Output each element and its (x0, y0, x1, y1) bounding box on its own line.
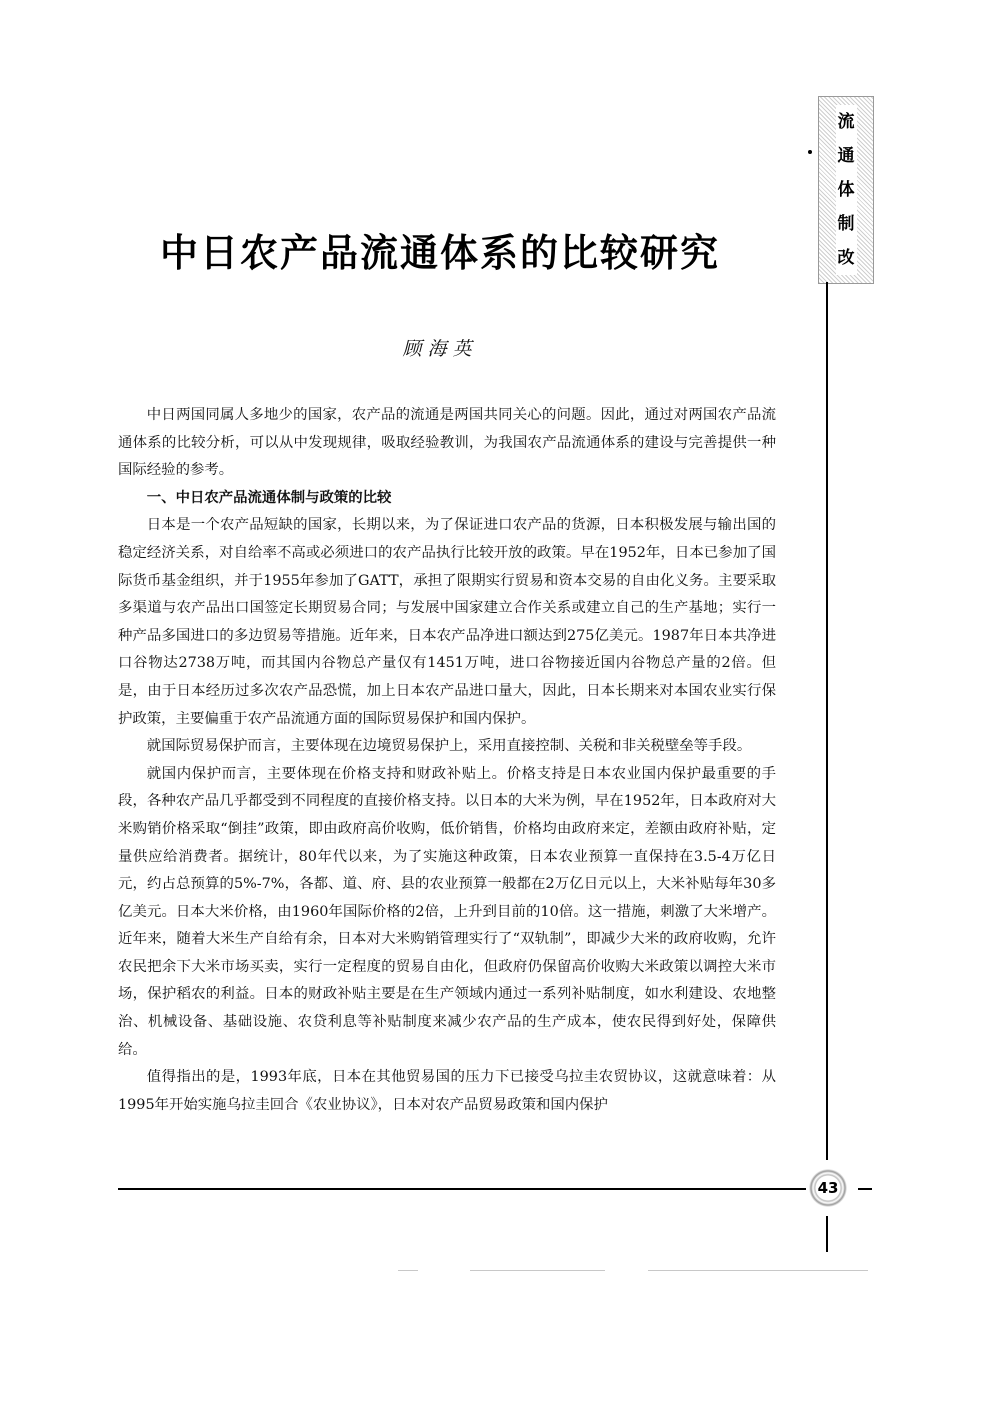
article-title: 中日农产品流通体系的比较研究 (159, 231, 720, 275)
scan-artifact-line (398, 1270, 418, 1271)
section-heading: 一、中日农产品流通体制与政策的比较 (146, 489, 392, 506)
section-tab-char: 流 (836, 105, 857, 139)
section-tab-char: 制 (836, 207, 857, 241)
article-body (118, 402, 776, 1119)
section-tab-char: 改 (836, 241, 857, 275)
body-paragraph: 中日两国同属人多地少的国家，农产品的流通是两国共同关心的问题。因此，通过对两国农产品流通体系的比较分析，可以从中发现规律，吸取经验教训，为我国农产品流通体系的建设与完善提供一种国际经验的参考。 (118, 407, 776, 479)
scan-artifact-line (470, 1270, 605, 1271)
section-tab-char: 通 (836, 139, 857, 173)
margin-vertical-rule (826, 282, 828, 1252)
section-tab-char: 体 (836, 173, 857, 207)
page-number-badge (806, 1160, 850, 1216)
body-paragraph: 就国内保护而言，主要体现在价格支持和财政补贴上。价格支持是日本农业国内保护最重要的手段，各种农产品几乎都受到不同程度的直接价格支持。以日本的大米为例，早在1952年，日本政府对大米购销价格采取“倒挂”政策，即由政府高价收购，低价销售，价格均由政府来定，差额由政府补贴，定量供应给消费者。据统计，80年代以来，为了实施这种政策，日本农业预算一直保持在3.5-4万亿日元，约占总预算的5%-7%，各都、道、府、县的农业预算一般都在2万亿日元以上，大米补贴每年30多亿美元。日本大米价格，由1960年国际价格的2倍，上升到目前的10倍。这一措施，刺激了大米增产。近年来，随着大米生产自给有余，日本对大米购销管理实行了“双轨制”，即减少大米的政府收购，允许农民把余下大米市场买卖，实行一定程度的贸易自由化，但政府仍保留高价收购大米政策以调控大米市场，保护稻农的利益。日本的财政补贴主要是在生产领域内通过一系列补贴制度，如水利建设、农地整治、机械设备、基础设施、农贷利息等补贴制度来减少农产品的生产成本，使农民得到好处，保障供给。 (118, 765, 776, 1058)
article-author: 顾海英 (402, 338, 478, 360)
tab-bullet (808, 150, 812, 154)
footer-rule (118, 1188, 808, 1190)
body-paragraph: 就国际贸易保护而言，主要体现在边境贸易保护上，采用直接控制、关税和非关税壁垒等手段。 (146, 738, 752, 755)
scan-artifact-line (648, 1270, 868, 1271)
body-paragraph: 值得指出的是，1993年底，日本在其他贸易国的压力下已接受乌拉圭农贸协议，这就意味着：从1995年开始实施乌拉圭回合《农业协议》，日本对农产品贸易政策和国内保护 (118, 1069, 776, 1113)
page-number: 43 (817, 1179, 839, 1197)
body-paragraph: 日本是一个农产品短缺的国家，长期以来，为了保证进口农产品的货源，日本积极发展与输出国的稳定经济关系，对自给率不高或必须进口的农产品执行比较开放的政策。早在1952年，日本已参加了国际货币基金组织，并于1955年参加了GATT，承担了限期实行贸易和资本交易的自由化义务。主要采取多渠道与农产品出口国签定长期贸易合同；与发展中国家建立合作关系或建立自己的生产基地；实行一种产品多国进口的多边贸易等措施。近年来，日本农产品净进口额达到275亿美元。1987年日本共净进口谷物达2738万吨，而其国内谷物总产量仅有1451万吨，进口谷物接近国内谷物总产量的2倍。但是，由于日本经历过多次农产品恐慌，加上日本农产品进口量大，因此，日本长期来对本国农业实行保护政策，主要偏重于农产品流通方面的国际贸易保护和国内保护。 (118, 517, 776, 727)
footer-rule-tail (858, 1188, 872, 1190)
